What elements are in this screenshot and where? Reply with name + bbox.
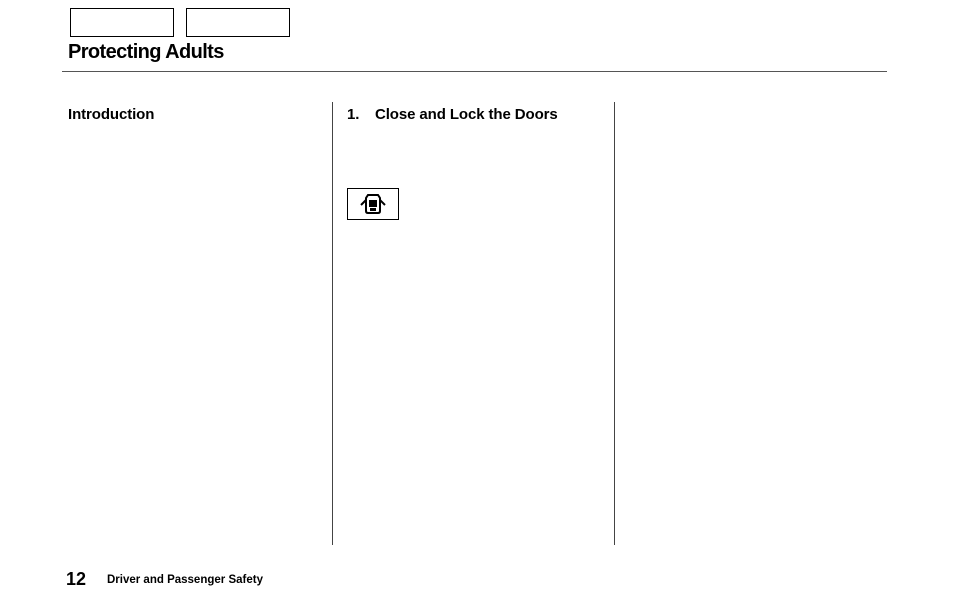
column-divider-right <box>614 102 615 545</box>
step-heading <box>347 106 558 123</box>
page-title: Protecting Adults <box>68 41 224 63</box>
nav-previous-button[interactable] <box>70 8 174 37</box>
page-number: 12 <box>66 569 87 589</box>
step-title: Close and Lock the Doors <box>375 106 558 123</box>
column-divider-left <box>332 102 333 545</box>
step-number: 1. <box>347 106 360 123</box>
door-lock-indicator-icon <box>360 192 386 216</box>
introduction-link[interactable]: Introduction <box>68 106 155 123</box>
footer-section-title: Driver and Passenger Safety <box>107 574 263 586</box>
nav-next-button[interactable] <box>186 8 290 37</box>
title-divider <box>62 71 887 72</box>
door-lock-indicator-box <box>347 188 399 220</box>
